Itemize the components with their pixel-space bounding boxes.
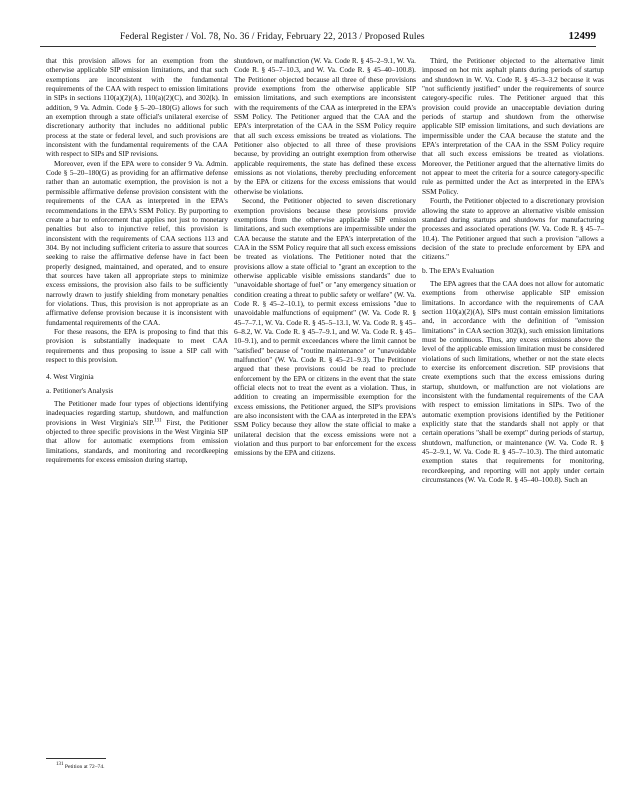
paragraph: Third, the Petitioner objected to the alternative limit imposed on hot mix asphalt plants during periods of startup and shutdown in W. Va. Code R. § 45–3–3.2 because it was "not sufficiently justified" under the requirements of source category-specific rules. The Petitioner argued that this provision could provide an unacceptable deviation during periods of startup and shutdown from the otherwise applicable SIP emission limitations, and such deviations are impermissible under the CAA because the statute and the EPA's interpretation of the CAA in the SSM Policy require that all such excess emissions be treated as violations. Moreover, the Petitioner argued that the alternative limits do not appear to meet the criteria for a source category-specific rule as permitted under the Act as interpreted in the EPA's SSM Policy. [422, 56, 604, 196]
paragraph: shutdown, or malfunction (W. Va. Code R. § 45–2–9.1, W. Va. Code R. § 45–7–10.3, and W. Va. Code R. § 45–40–100.8). The Petitioner objected because all three of these provisions provide exemptions from the otherwise applicable SIP emission limitations, and such exemptions are inconsistent with the requirements of the CAA as interpreted in the EPA's SSM Policy. The Petitioner argued that the CAA and the EPA's interpretation of the CAA in the SSM Policy require that all such excess emissions be treated as violations. The Petitioner also objected to all three of these provisions because, by providing an outright exemption from otherwise applicable requirements, the state has defined these excess emissions as not violations, thereby precluding enforcement by the EPA or citizens for the excess emissions that would otherwise be violations. [234, 56, 416, 196]
paragraph [46, 399, 228, 464]
footnote-text: Petition at 72–74. [63, 764, 105, 770]
paragraph: that this provision allows for an exemption from the otherwise applicable SIP emission limitations, and that such exemptions are inconsistent with the fundamental requirements of the CAA with respect to emission limitations in SIPs in sections 110(a)(2)(A), 110(a)(2)(C), and 302(k). In addition, 9 Va. Admin. Code § 5–20–180(G) allows for such an exemption through a state official's unilateral exercise of discretionary authority that includes no additional public process at the state or federal level, and such provisions are inconsistent with the fundamental requirements of the CAA with respect to SIPs and SIP revisions. [46, 56, 228, 159]
subsection-heading: b. The EPA's Evaluation [422, 265, 494, 275]
column-3 [422, 56, 604, 484]
page-header [40, 30, 596, 47]
footnote [56, 764, 105, 770]
footnote-marker: 131 [56, 762, 64, 768]
header-citation: Federal Register / Vol. 78, No. 36 / Friday, February 22, 2013 / Proposed Rules [120, 32, 425, 42]
paragraph-text: First, the Petitioner objected to three specific provisions in the West Virginia SIP that allow for automatic exemptions from emission limitations, standards, and monitoring and recordkeeping requirements for excess emission during startup, [46, 417, 228, 465]
paragraph: The EPA agrees that the CAA does not allow for automatic exemptions from otherwise applicable SIP emission limitations. In accordance with the requirements of CAA section 110(a)(2)(A), SIPs must contain emission limitations and, in accordance with the definition of "emission limitations" in CAA section 302(k), such emission limitations must be continuous. Thus, any excess emissions above the level of the applicable emission limitation must be considered violations of such limitations, whether or not the state elects to exercise its enforcement discretion. SIP provisions that create exemptions such that the excess emissions during startup, shutdown, or malfunction are not violations are inconsistent with the fundamental requirements of the CAA with respect to emission limitations in SIPs. Two of the automatic exemption provisions identified by the Petitioner explicitly state that the standards shall not apply or that certain operations "shall be exempt" during periods of startup, shutdown, malfunction, or maintenance (W. Va. Code R. § 45–2–9.1, W. Va. Code R. § 45–7–10.3). The third automatic exemption states that requirements for monitoring, recordkeeping, and reporting will not apply under certain circumstances (W. Va. Code R. § 45–40–100.8). Such an [422, 278, 604, 485]
column-2 [234, 56, 416, 458]
paragraph: For these reasons, the EPA is proposing to find that this provision is substantially inadequate to meet CAA requirements and thus proposing to issue a SIP call with respect to this provision. [46, 326, 228, 364]
footnote-rule [46, 758, 106, 759]
paragraph-text: The Petitioner made four types of objections identifying inadequacies regarding startup, shutdown, and malfunction provisions in West Virginia's SIP. [46, 399, 228, 427]
paragraph: Moreover, even if the EPA were to consider 9 Va. Admin. Code § 5–20–180(G) as providing for an affirmative defense rather than an automatic exemption, the provision is not a permissible affirmative defense provision consistent with the requirements of the CAA as interpreted in the EPA's recommendations in the EPA's SSM Policy. By purporting to create a bar to enforcement that applies not just to monetary penalties but also to injunctive relief, this provision is inconsistent with the requirements of CAA sections 113 and 304. By not including sufficient criteria to assure that sources seeking to raise the affirmative defense have in fact been properly designed, maintained, and operated, and to ensure that sources have taken all appropriate steps to minimize excess emissions, the provision also fails to be sufficiently narrowly drawn to justify shielding from monetary penalties for violations. Thus, this provision is not appropriate as an affirmative defense provision because it is inconsistent with fundamental requirements of the CAA. [46, 158, 228, 327]
paragraph: Fourth, the Petitioner objected to a discretionary provision allowing the state to approve an alternative visible emission standard during startups and shutdowns for manufacturing processes and associated operations (W. Va. Code R. § 45–7–10.4). The Petitioner argued that such a provision "allows a decision of the state to preclude enforcement by EPA and citizens." [422, 196, 604, 262]
subsection-heading: a. Petitioner's Analysis [46, 385, 114, 395]
footnote-ref: 131 [154, 418, 162, 424]
page-number: 12499 [568, 30, 596, 42]
paragraph: Second, the Petitioner objected to seven discretionary exemption provisions because these provisions provide exemptions from the otherwise applicable SIP emission limitations, and such exemptions are impermissible under the CAA because the statute and the EPA's interpretation of the CAA in the SSM Policy require that all such excess emissions be treated as violations. The Petitioner noted that the provisions allow a state official to "grant an exception to the otherwise applicable visible emissions standards" due to "unavoidable shortage of fuel" or "any emergency situation or condition creating a threat to public safety or welfare" (W. Va. Code R. § 45–2–10.1), to permit excess emissions "due to unavoidable malfunctions of equipment" (W. Va. Code R. § 45–7–7.1, W. Va. Code R. § 45–5–13.1, W. Va. Code R. § 45–6–8.2, W. Va. Code R. § 45–7–9.1, and W. Va. Code R. § 45–10–9.1), and to permit exceedances where the limit cannot be "satisfied" because of "routine maintenance" or "unavoidable malfunction" (W. Va. Code R. § 45–21–9.3). The Petitioner argued that these provisions could be read to preclude enforcement by the EPA or citizens in the event that the state official elects not to treat the event as a violation. Thus, in addition to creating an impermissible exemption for the excess emissions, the Petitioner argued, the SIP's provisions are also inconsistent with the CAA as interpreted in the EPA's SSM Policy because they allow the state official to make a unilateral decision that the excess emissions were not a violation and thus purport to bar enforcement for the excess emissions by the EPA and citizens. [234, 196, 416, 458]
column-1 [46, 56, 228, 464]
section-heading: 4. West Virginia [46, 372, 94, 382]
